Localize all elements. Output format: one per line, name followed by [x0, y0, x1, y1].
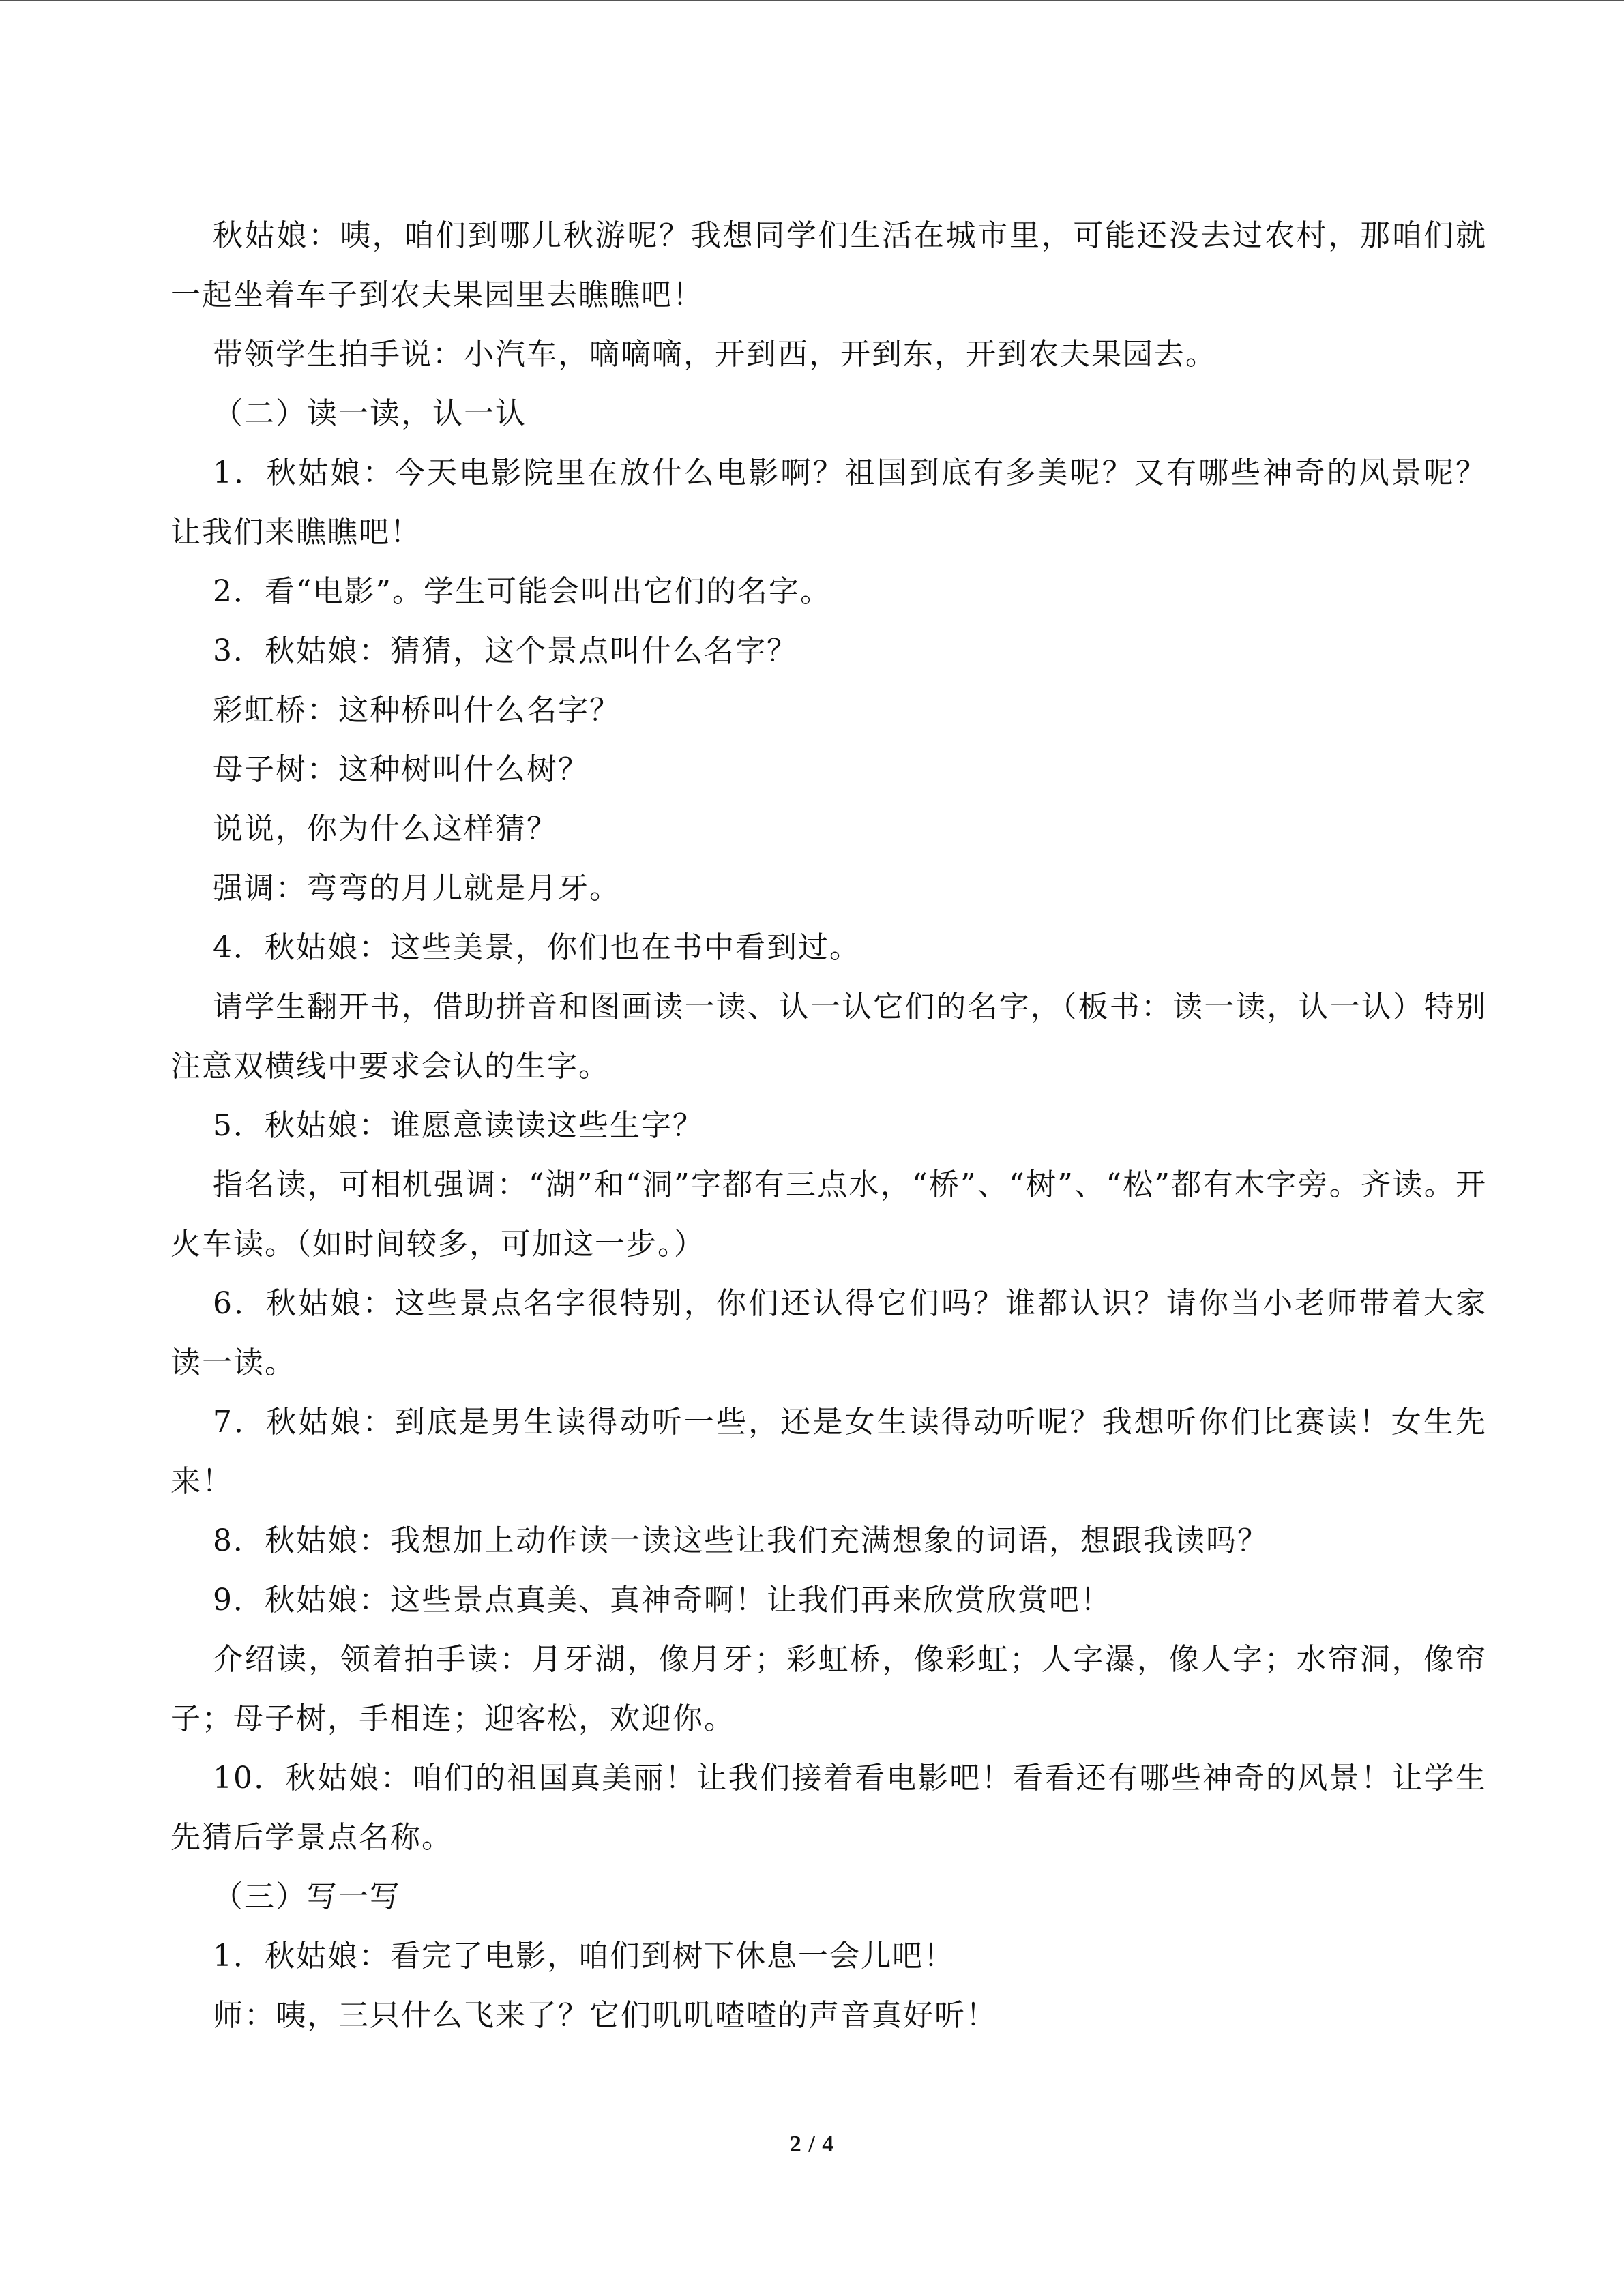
- paragraph: 带领学生拍手说：小汽车，嘀嘀嘀，开到西，开到东，开到农夫果园去。: [213, 337, 1217, 372]
- paragraph: 指名读，可相机强调：“湖”和“洞”字都有三点水，“桥”、“树”、“松”都有木字旁。齐读。开火车读。（如时间较多，可加这一步。）: [171, 1167, 1487, 1262]
- paragraph: 说说，你为什么这样猜？: [213, 811, 558, 846]
- section-heading: （二）读一读，认一认: [213, 396, 527, 431]
- paragraph: 5．秋姑娘：谁愿意读读这些生字？: [213, 1108, 704, 1143]
- paragraph: 介绍读，领着拍手读：月牙湖，像月牙；彩虹桥，像彩虹；人字瀑，像人字；水帘洞，像帘子；母子树，手相连；迎客松，欢迎你。: [171, 1642, 1487, 1736]
- paragraph: 1．秋姑娘：看完了电影，咱们到树下休息一会儿吧！: [213, 1939, 955, 1973]
- paragraph: 9．秋姑娘：这些景点真美、真神奇啊！让我们再来欣赏欣赏吧！: [213, 1583, 1112, 1617]
- paragraph: 2．看“电影”。学生可能会叫出它们的名字。: [213, 574, 831, 609]
- paragraph: 1．秋姑娘：今天电影院里在放什么电影啊？祖国到底有多美呢？又有哪些神奇的风景呢？让我们来瞧瞧吧！: [171, 456, 1487, 550]
- section-heading: （三）写一写: [213, 1879, 401, 1914]
- document-body: [171, 206, 1487, 2045]
- page-number: 2 / 4: [789, 2132, 835, 2157]
- paragraph: 彩虹桥：这种桥叫什么名字？: [213, 693, 621, 728]
- paragraph: 8．秋姑娘：我想加上动作读一读这些让我们充满想象的词语，想跟我读吗？: [213, 1523, 1269, 1558]
- paragraph: 请学生翻开书，借助拼音和图画读一读、认一认它们的名字，（板书：读一读，认一认）特别注意双横线中要求会认的生字。: [171, 989, 1487, 1084]
- paragraph: 3．秋姑娘：猜猜，这个景点叫什么名字？: [213, 633, 798, 668]
- paragraph: 6．秋姑娘：这些景点名字很特别，你们还认得它们吗？谁都认识？请你当小老师带着大家读一读。: [171, 1286, 1487, 1380]
- paragraph: 10．秋姑娘：咱们的祖国真美丽！让我们接着看电影吧！看看还有哪些神奇的风景！让学生先猜后学景点名称。: [171, 1761, 1487, 1855]
- paragraph: 7．秋姑娘：到底是男生读得动听一些，还是女生读得动听呢？我想听你们比赛读！女生先来！: [171, 1405, 1487, 1499]
- paragraph: 师：咦，三只什么飞来了？它们叽叽喳喳的声音真好听！: [213, 1998, 997, 2033]
- paragraph: 母子树：这种树叫什么树？: [213, 752, 589, 787]
- paragraph: 4．秋姑娘：这些美景，你们也在书中看到过。: [213, 930, 861, 965]
- paragraph: 秋姑娘：咦，咱们到哪儿秋游呢？我想同学们生活在城市里，可能还没去过农村，那咱们就一起坐着车子到农夫果园里去瞧瞧吧！: [171, 218, 1487, 312]
- paragraph: 强调：弯弯的月儿就是月牙。: [213, 871, 621, 906]
